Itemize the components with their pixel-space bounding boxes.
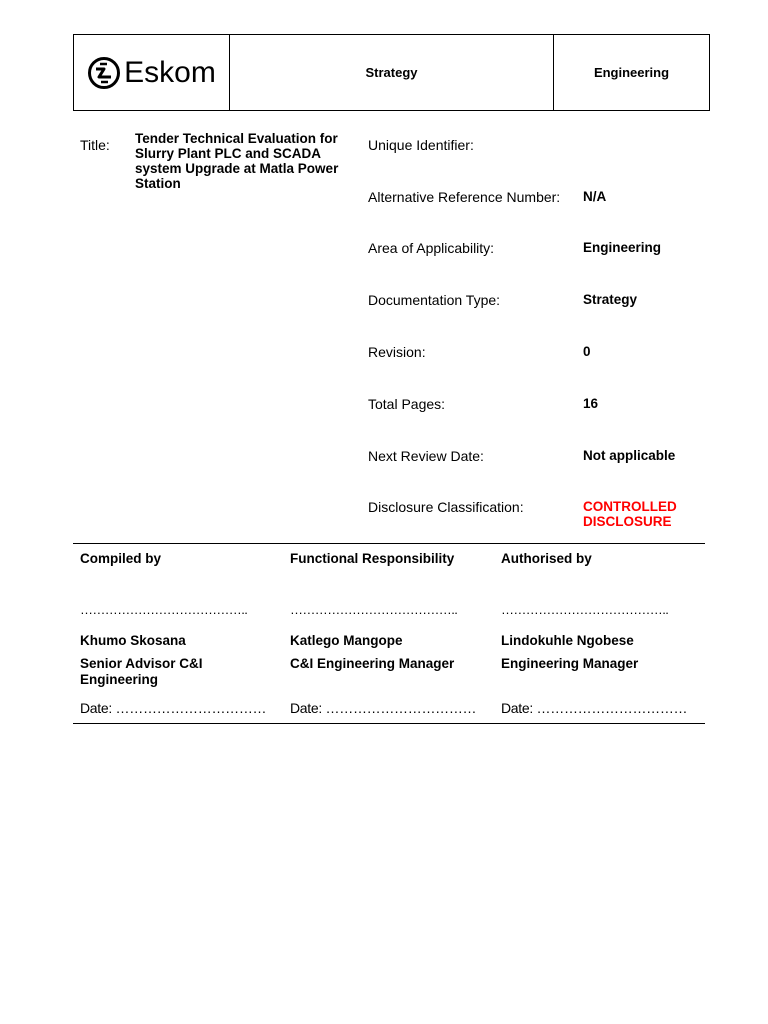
header-doc-type: Strategy [230,35,554,110]
signature-date: Date: …………………………… [501,700,688,716]
disclosure-value-line1: CONTROLLED [583,499,677,514]
logo-cell [74,35,230,110]
logo-text: Eskom [124,55,216,89]
area-label: Area of Applicability: [368,240,495,256]
revision-value: 0 [583,344,591,359]
alt-ref-value: N/A [583,189,607,204]
next-review-label: Next Review Date: [368,448,484,464]
doc-type-value: Strategy [583,292,638,307]
title-label: Title: [80,137,110,153]
column-heading: Functional Responsibility [290,551,455,566]
signature-date: Date: …………………………… [290,700,477,716]
eskom-logo [87,56,216,90]
doc-type-label: Documentation Type: [368,292,501,308]
disclosure-value-line2: DISCLOSURE [583,514,672,529]
total-pages-label: Total Pages: [368,396,446,412]
area-value: Engineering [583,240,662,255]
signatory-name: Khumo Skosana [80,633,186,648]
column-heading: Compiled by [80,551,162,566]
eskom-logo-icon [87,56,121,90]
signatory-role: Senior Advisor C&I Engineering [80,656,203,687]
signature-date: Date: …………………………… [80,700,267,716]
signatory-role: C&I Engineering Manager [290,656,455,671]
total-pages-value: 16 [583,396,599,411]
signature-line: ………………………………….. [290,602,458,617]
signatory-name: Lindokuhle Ngobese [501,633,634,648]
next-review-value: Not applicable [583,448,676,463]
alt-ref-label: Alternative Reference Number: [368,189,561,205]
column-heading: Authorised by [501,551,592,566]
document-header [73,34,710,111]
header-area: Engineering [593,65,670,80]
signatory-name: Katlego Mangope [290,633,403,648]
disclosure-value [583,499,677,529]
signature-line: ………………………………….. [501,602,669,617]
signatory-role: Engineering Manager [501,656,639,671]
signature-line: ………………………………….. [80,602,248,617]
revision-label: Revision: [368,344,426,360]
signature-table [73,543,705,724]
document-title: Tender Technical Evaluation for Slurry Plant PLC and SCADA system Upgrade at Matla Power Station [135,131,339,191]
unique-identifier-label: Unique Identifier: [368,137,474,153]
disclosure-label: Disclosure Classification: [368,499,524,515]
